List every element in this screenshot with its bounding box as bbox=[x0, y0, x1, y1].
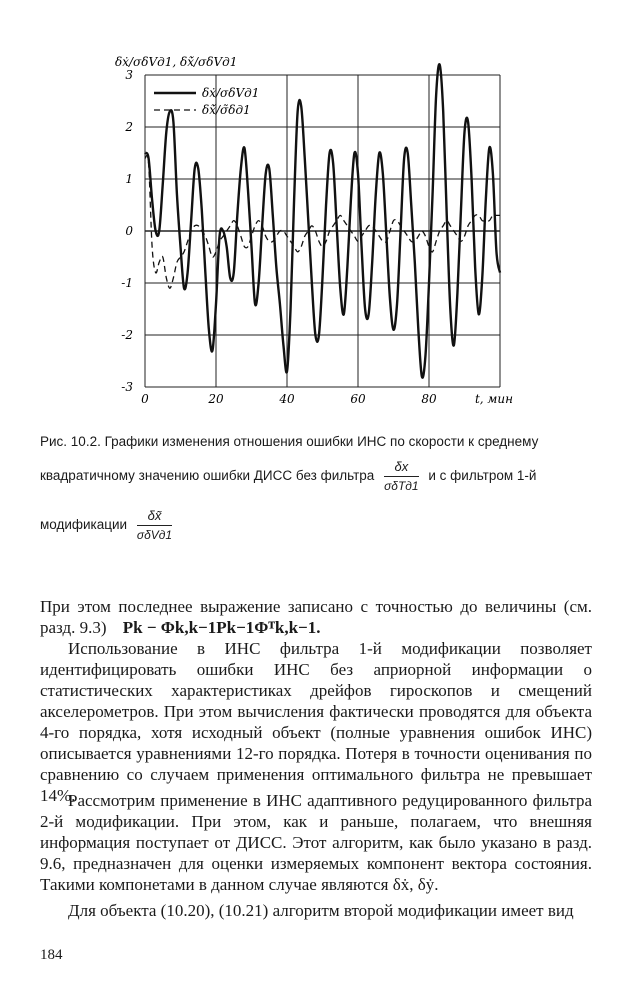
caption-line2-a: квадратичному значению ошибки ДИСС без фильтра bbox=[40, 468, 375, 484]
y-tick-label-1: 1 bbox=[125, 172, 133, 186]
caption-line3-a: модификации bbox=[40, 517, 128, 533]
y-tick-label-neg2: -2 bbox=[121, 328, 133, 342]
y-tick-label-neg3: -3 bbox=[121, 380, 133, 394]
paragraph-1-text: При этом последнее выражение записано с точностью до величины (см. разд. 9.3) bbox=[40, 597, 592, 637]
paragraph-1 bbox=[40, 596, 592, 638]
fraction2-denominator: σδVд1 bbox=[136, 528, 173, 542]
paragraph-4: Для объекта (10.20), (10.21) алгоритм второй модификации имеет вид bbox=[68, 901, 574, 920]
x-tick-label-80: 80 bbox=[421, 392, 437, 406]
fraction2-numerator: δx̃ bbox=[137, 506, 172, 526]
x-axis-label: t, мин bbox=[474, 392, 514, 406]
chart-series bbox=[145, 64, 500, 377]
paragraph-3: Рассмотрим применение в ИНС адаптивного редуцированного фильтра 2-й модификации. При этом, как и раньше, полагаем, что внешняя информация поступает от ДИСС. Этот алгоритм, как было указано в разд. 9.6, предназначен для оценки измеряемых компонент вектора состояния. Такими компонетами в данном случае являются δẋ, δẏ. bbox=[40, 791, 592, 894]
caption-line1: Рис. 10.2. Графики изменения отношения ошибки ИНС по скорости к среднему bbox=[40, 434, 539, 449]
series-ins-error-line bbox=[145, 64, 500, 377]
figure-caption bbox=[40, 432, 596, 545]
fraction-no-filter bbox=[384, 457, 419, 496]
paragraph-2: Использование в ИНС фильтра 1-й модификации позволяет идентифицировать ошибки ИНС без априорной информации о статистических характеристиках дрейфов гироскопов и смещений акселерометров. При этом вычисления фактически проводятся для объекта 4-го порядка, хотя исходный объект (полные уравнения ошибок ИНС) описывается уравнениями 12-го порядка. Потеря в точности оценивания по сравнению со случаем применения оптимального фильтра не превышает 14%. bbox=[40, 639, 592, 805]
legend-label-filtered-error: δẋ̃/σ̃δд1 bbox=[202, 103, 251, 117]
x-tick-label-0: 0 bbox=[141, 392, 149, 406]
fraction1-denominator: σδTд1 bbox=[384, 479, 419, 493]
x-tick-label-60: 60 bbox=[350, 392, 366, 406]
y-tick-label-neg1: -1 bbox=[121, 276, 133, 290]
y-tick-label-3: 3 bbox=[125, 68, 133, 82]
fraction-with-filter bbox=[137, 506, 172, 545]
page-number: 184 bbox=[40, 947, 63, 963]
x-tick-label-20: 20 bbox=[208, 392, 224, 406]
caption-line2 bbox=[40, 457, 596, 496]
legend-label-ins-error: δẋ/σδVд1 bbox=[202, 86, 260, 100]
formula-p1: Pk − Φk,k−1Pk−1Φᵀk,k−1. bbox=[122, 618, 321, 637]
error-ratio-chart bbox=[0, 0, 632, 420]
caption-line3 bbox=[40, 506, 596, 545]
y-axis-label: δẋ/σδVд1, δẋ̃/σδVд1 bbox=[115, 55, 238, 69]
y-tick-label-0: 0 bbox=[125, 224, 133, 238]
y-tick-label-2: 2 bbox=[125, 120, 133, 134]
fraction1-numerator: δx bbox=[384, 457, 419, 477]
x-tick-label-40: 40 bbox=[279, 392, 295, 406]
caption-line2-b: и с фильтром 1-й bbox=[428, 468, 537, 484]
